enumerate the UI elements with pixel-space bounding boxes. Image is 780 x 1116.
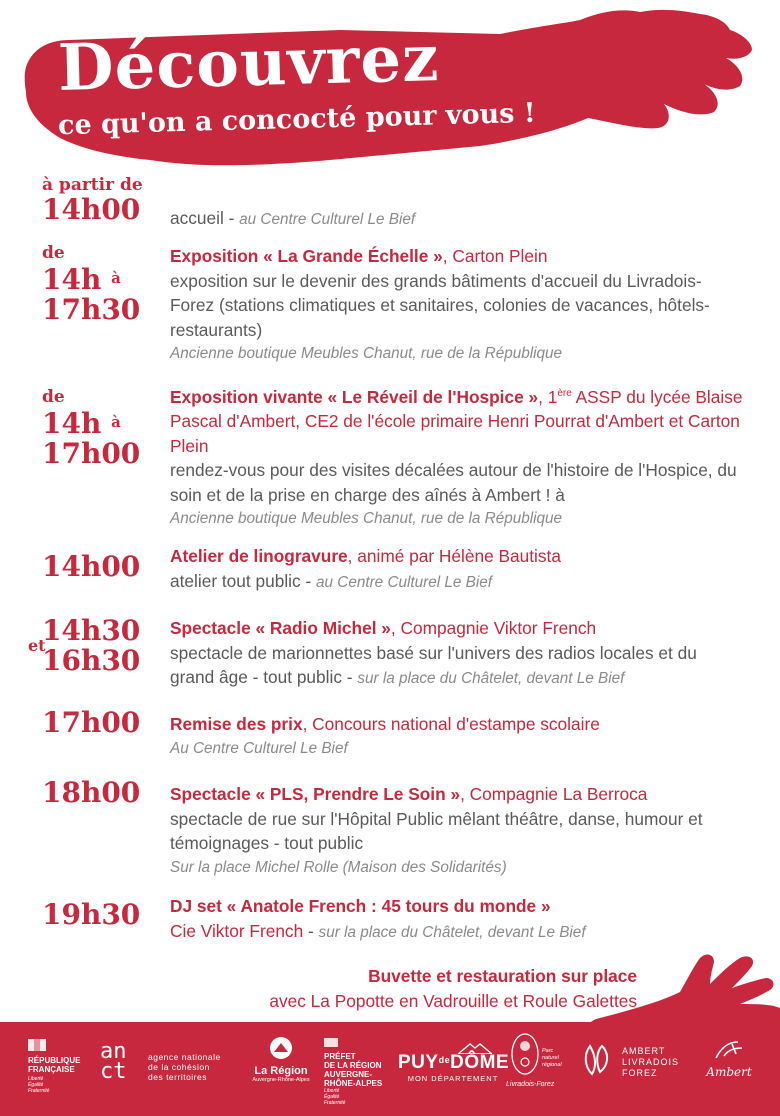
time-prefix: de	[42, 243, 65, 263]
item-title-extra-b: ASSP du lycée Blaise Pascal d'Ambert, CE2 de l'école primaire Henri Pourrat d'Ambert et Carton Plein	[170, 386, 743, 456]
item-title: Atelier de linogravure	[170, 546, 348, 566]
time-end: 17h00	[42, 437, 141, 470]
anct-mark-top: an	[100, 1039, 127, 1064]
ambert-town-name: Ambert	[706, 1065, 752, 1079]
item-body: spectacle de rue sur l'Hôpital Public mêlant théâtre, danse, humour et témoignages - tout public	[170, 808, 703, 853]
republique-line1: RÉPUBLIQUE	[28, 1056, 81, 1065]
item-title: Exposition « La Grande Échelle »	[170, 246, 443, 266]
motto-line3: Fraternité	[28, 1088, 50, 1094]
time-end: 17h30	[42, 293, 141, 326]
ambert-line2: LIVRADOIS	[622, 1057, 680, 1067]
item-title-extra: , animé par Hélène Bautista	[347, 546, 561, 566]
republique-line2: FRANÇAISE	[28, 1065, 75, 1074]
parc-line2: naturel	[542, 1055, 559, 1061]
item-body: spectacle de marionnettes basé sur l'univers des radios locales et du grand âge - tout public -	[170, 642, 697, 687]
region-sub: Auvergne-Rhône-Alpes	[252, 1077, 310, 1083]
ambert-line1: AMBERT	[622, 1046, 666, 1056]
time-sep: à	[111, 269, 121, 287]
item-title-sup: ère	[557, 388, 572, 399]
time-prefix: de	[42, 387, 65, 407]
logo-puy-de-dome	[398, 1052, 508, 1083]
item-place: Ancienne boutique Meubles Chanut, rue de la République	[170, 345, 563, 362]
item-place: au Centre Culturel Le Bief	[316, 573, 493, 591]
prefet-line4: RHÔNE-ALPES	[324, 1079, 383, 1088]
prefet-motto-2: Égalité	[324, 1094, 340, 1100]
region-logo-icon	[269, 1036, 293, 1060]
time-sep: à	[111, 413, 121, 431]
item-place: Au Centre Culturel Le Bief	[170, 739, 348, 757]
item-place: au Centre Culturel Le Bief	[239, 211, 416, 228]
item-title-extra: , Carton Plein	[442, 246, 548, 266]
marianne-flag-icon	[28, 1039, 46, 1051]
prefet-line3: AUVERGNE-	[324, 1070, 373, 1079]
page-title: Découvrez	[57, 21, 441, 106]
time-start: 14h	[42, 407, 102, 440]
partners-footer	[0, 1022, 780, 1116]
time-second: 16h30	[42, 644, 141, 677]
item-body: rendez-vous pour des visites décalées autour de l'histoire de l'Hospice, du soin et de la prise en charge des aînés à Ambert ! à	[170, 460, 737, 505]
anct-line1: agence nationale	[148, 1052, 221, 1062]
anct-line3: des territoires	[148, 1072, 207, 1082]
item-title-extra: , Concours national d'estampe scolaire	[302, 714, 600, 734]
item-body: atelier tout public -	[170, 570, 317, 591]
prefet-motto-1: Liberté	[324, 1088, 340, 1094]
item-title: Exposition vivante « Le Réveil de l'Hospice »	[170, 386, 539, 407]
logo-la-region	[244, 1036, 318, 1083]
ambert-line3: FOREZ	[622, 1068, 658, 1078]
region-name: La Région	[254, 1065, 308, 1077]
puy-sub: MON DÉPARTEMENT	[407, 1074, 499, 1083]
motto-line2: Égalité	[28, 1082, 44, 1088]
item-title-extra: , 1	[538, 386, 558, 407]
logo-republique-francaise	[28, 1038, 98, 1094]
item-body: exposition sur le devenir des grands bâtiments d'accueil du Livradois-Forez (stations climatiques et sanitaires, colonies de vacances, hôtels-restaurants)	[170, 270, 710, 340]
prefet-line1: PRÉFET	[324, 1052, 356, 1061]
parc-flower-icon	[510, 1032, 540, 1076]
anct-mark-bottom: ct	[100, 1059, 127, 1084]
item-place: sur la place du Châtelet, devant Le Bief	[318, 923, 586, 941]
logo-ambert-town	[698, 1040, 760, 1079]
buvette-line2: avec La Popotte en Vadrouille et Roule Galettes	[269, 991, 637, 1011]
prefet-line2: DE LA RÉGION	[324, 1061, 382, 1070]
puy-name-de: de	[438, 1055, 451, 1065]
parc-line3: régional	[542, 1062, 562, 1068]
anct-line2: de la cohésion	[148, 1062, 210, 1072]
item-title: Remise des prix	[170, 714, 303, 734]
volcano-icon	[458, 1042, 492, 1054]
time: 14h30	[42, 614, 141, 647]
time-prefix: à partir de	[42, 175, 143, 195]
item-place: Sur la place Michel Rolle (Maison des Solidarités)	[170, 858, 507, 876]
item-body: accueil -	[170, 208, 240, 228]
parc-name: Livradois-Forez	[506, 1081, 555, 1088]
puy-name-a: PUY	[398, 1052, 439, 1073]
item-body: -	[303, 920, 319, 941]
logo-parc-livradois-forez	[506, 1032, 570, 1088]
ambert-town-icon	[712, 1040, 746, 1060]
item-title: Spectacle « Radio Michel »	[170, 618, 391, 638]
buvette-line1: Buvette et restauration sur place	[368, 966, 637, 986]
time: 19h30	[42, 898, 141, 931]
prefet-motto-3: Fraternité	[324, 1100, 346, 1106]
parc-line1: Parc	[542, 1048, 554, 1054]
item-place: sur la place du Châtelet, devant Le Bief	[357, 670, 625, 687]
item-title-extra: , Compagnie Viktor French	[390, 618, 597, 638]
time: 18h00	[42, 776, 141, 809]
time-start: 14h	[42, 263, 102, 296]
buvette-notice	[269, 964, 637, 1014]
item-place: Ancienne boutique Meubles Chanut, rue de la République	[170, 510, 563, 528]
marianne-flag-icon	[324, 1038, 338, 1047]
item-title: Spectacle « PLS, Prendre Le Soin »	[170, 784, 461, 804]
motto-line1: Liberté	[28, 1076, 44, 1082]
puy-name-b: DÔME	[450, 1052, 510, 1073]
time: 14h00	[42, 193, 141, 226]
time-et: et	[28, 636, 46, 655]
item-title-extra: , Compagnie La Berroca	[460, 784, 648, 804]
time: 17h00	[42, 706, 141, 739]
logo-prefet-region	[324, 1034, 394, 1106]
page-subtitle: ce qu'on a concocté pour vous !	[57, 97, 536, 142]
ambert-cc-icon	[582, 1042, 612, 1078]
time: 14h00	[42, 550, 141, 583]
item-company: Cie Viktor French	[170, 920, 304, 941]
item-title: DJ set « Anatole French : 45 tours du monde »	[170, 896, 551, 916]
